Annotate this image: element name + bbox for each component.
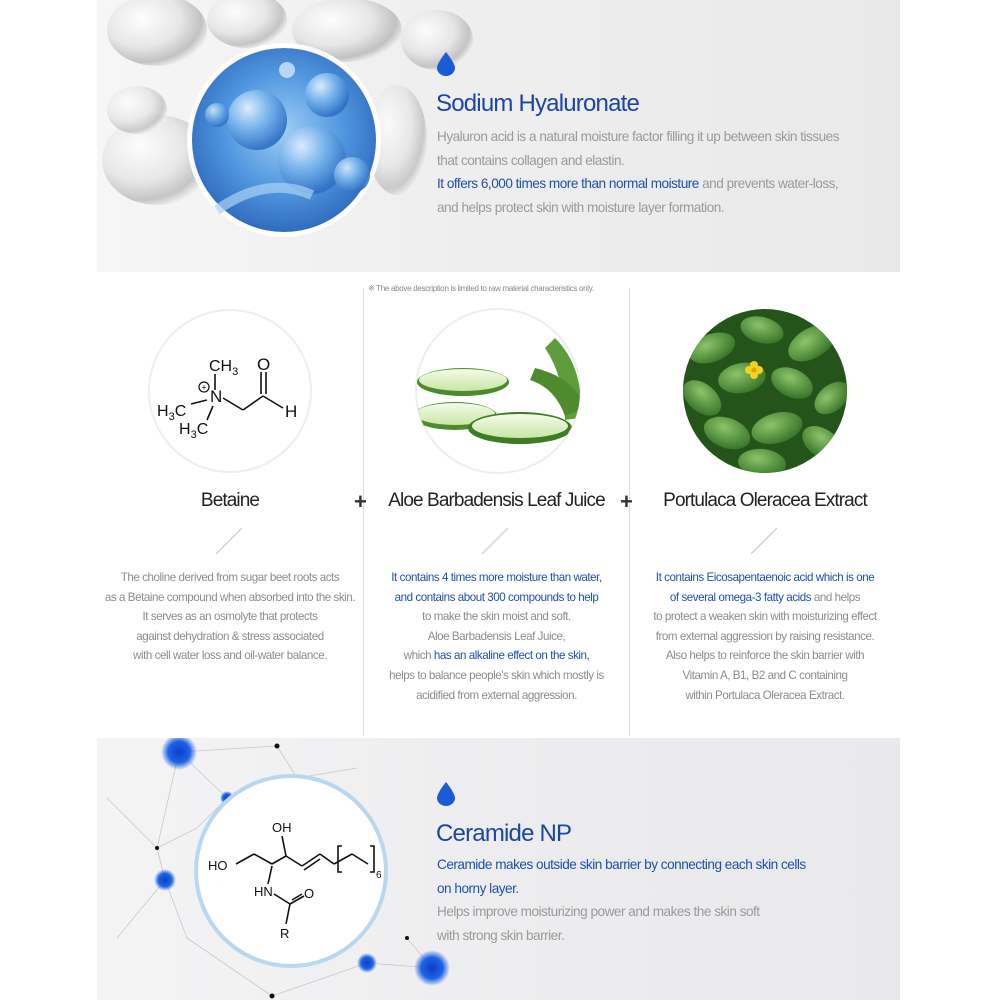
body-text: Also helps to reinforce the skin barrier with: [665, 649, 865, 663]
divider-slash-icon: [476, 522, 516, 562]
svg-text:H3C: $H_3C$: [179, 421, 209, 441]
svg-text:O: O: [304, 886, 315, 901]
svg-text:HO: HO: [208, 858, 228, 873]
highlighted-text: and contains about 300 compounds to help: [394, 590, 599, 604]
description-line: [364, 627, 629, 647]
body-text: Hyaluron acid is a natural moisture factor filling it up between skin tissues: [437, 129, 839, 144]
ingredient-betaine: [97, 300, 363, 730]
description-line: [630, 568, 900, 588]
svg-text:R: R: [280, 926, 290, 941]
svg-text:+: +: [201, 382, 207, 393]
ceramide-structure-image: [194, 774, 388, 968]
svg-text:N: N: [210, 387, 223, 406]
ingredient-portulaca: [630, 300, 900, 730]
description-line: [630, 686, 900, 706]
body-text: within Portulaca Oleracea Extract.: [685, 688, 845, 702]
ingredient-aloe: [364, 300, 629, 730]
body-text: from external aggression by raising resistance.: [655, 629, 875, 643]
svg-text:O: O: [257, 355, 271, 374]
svg-text:CH3: $CH_3$: [209, 358, 239, 378]
svg-text:6: 6: [376, 870, 382, 881]
body-text: which: [403, 649, 434, 663]
body-text: acidified from external aggression.: [416, 688, 577, 702]
description-line: [630, 627, 900, 647]
svg-text:HN: HN: [254, 884, 273, 899]
body-text: with cell water loss and oil-water balance.: [133, 649, 327, 663]
description-line: [437, 125, 839, 149]
betaine-structure-image: [147, 308, 313, 474]
ingredient-name: Portulaca Oleracea Extract: [663, 490, 867, 511]
description-line: [97, 607, 363, 627]
body-text: to protect a weaken skin with moisturizing effect: [653, 610, 877, 624]
ingredient-name: Betaine: [200, 490, 260, 511]
description-line: [437, 172, 839, 196]
body-text: against dehydration & stress associated: [136, 629, 324, 643]
description-line: [364, 686, 629, 706]
body-text: Vitamin A, B1, B2 and C containing: [682, 668, 848, 682]
description-line: [364, 666, 629, 686]
description-line: [364, 607, 629, 627]
body-text: and helps: [811, 590, 861, 604]
body-text: and helps protect skin with moisture layer formation.: [437, 199, 725, 215]
description-line: [97, 588, 363, 608]
body-text: The choline derived from sugar beet roots acts: [120, 571, 340, 584]
body-text: that contains collagen and elastin.: [437, 152, 625, 168]
body-text: Aloe Barbadensis Leaf Juice,: [427, 629, 566, 643]
description-line: [364, 588, 629, 608]
svg-text:OH: OH: [272, 820, 292, 835]
section-title: Ceramide NP: [436, 820, 572, 847]
ingredient-description: [364, 568, 629, 705]
body-text: Helps improve moisturizing power and makes the skin soft: [437, 904, 760, 919]
description-line: [437, 877, 806, 901]
section-description: [437, 853, 806, 947]
description-line: [437, 924, 806, 948]
plus-icon: +: [620, 489, 633, 514]
ceramide-section: [97, 738, 900, 1000]
description-line: [364, 646, 629, 666]
divider-slash-icon: [210, 522, 250, 562]
description-line: [97, 646, 363, 666]
description-line: [97, 568, 363, 588]
svg-text:H3C: $H_3C$: [157, 403, 187, 423]
aloe-leaf-image: [415, 308, 581, 474]
highlighted-text: Ceramide makes outside skin barrier by connecting each skin cells: [437, 857, 806, 872]
ingredient-description: [97, 568, 363, 666]
plus-icon: +: [354, 489, 367, 514]
description-line: [437, 900, 806, 924]
description-line: [97, 627, 363, 647]
highlighted-text: on horny layer.: [437, 880, 519, 896]
divider-slash-icon: [745, 522, 785, 562]
highlighted-text: has an alkaline effect on the skin,: [433, 649, 590, 663]
body-text: as a Betaine compound when absorbed into the skin.: [104, 590, 356, 604]
highlighted-text: of several omega-3 fatty acids: [669, 590, 812, 604]
body-text: helps to balance people's skin which mostly is: [389, 668, 604, 682]
svg-text:H: H: [285, 402, 298, 421]
section-description: [437, 125, 839, 219]
highlighted-text: It contains 4 times more moisture than water,: [391, 571, 602, 584]
description-line: [437, 853, 806, 877]
description-line: [437, 149, 839, 173]
sodium-hyaluronate-section: [97, 0, 900, 272]
description-line: [364, 568, 629, 588]
water-drop-icon: [437, 52, 455, 76]
water-drop-icon: [437, 782, 455, 806]
section-title: Sodium Hyaluronate: [436, 90, 640, 117]
ingredient-description: [630, 568, 900, 705]
body-text: with strong skin barrier.: [437, 927, 565, 943]
body-text: It serves as an osmolyte that protects: [142, 610, 318, 624]
description-line: [630, 607, 900, 627]
disclaimer-note: ※ The above description is limited to raw material characteristics only.: [368, 284, 594, 293]
ingredient-name: Aloe Barbadensis Leaf Juice: [388, 490, 605, 511]
highlighted-text: It offers 6,000 times more than normal moisture: [437, 176, 699, 191]
highlighted-text: It contains Eicosapentaenoic acid which is one: [655, 571, 875, 584]
body-text: to make the skin moist and soft.: [422, 610, 571, 624]
description-line: [630, 588, 900, 608]
description-line: [437, 196, 839, 220]
portulaca-plant-image: [682, 308, 848, 474]
description-line: [630, 646, 900, 666]
body-text: and prevents water-loss,: [698, 176, 839, 191]
description-line: [630, 666, 900, 686]
